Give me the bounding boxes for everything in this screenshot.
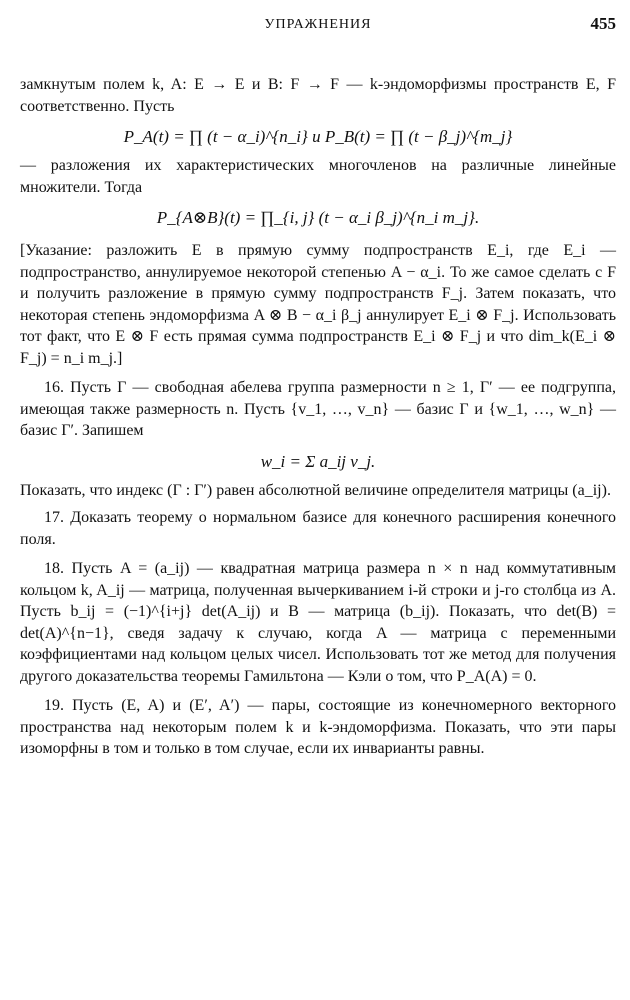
equation-tensor-poly: P_{A⊗B}(t) = ∏_{i, j} (t − α_i β_j)^{n_i m_j}. <box>156 208 480 227</box>
paragraph-intro: замкнутым полем k, A: E → E и B: F → F — k-эндоморфизмы пространств E, F соответственно. Пусть <box>20 76 616 115</box>
exercise-16-conclusion: Показать, что индекс (Γ : Γ′) равен абсолютной величине определителя матрицы (a_ij). <box>20 481 611 499</box>
running-head: УПРАЖНЕНИЯ <box>264 17 372 32</box>
exercise-19: 19. Пусть (E, A) и (E′, A′) — пары, состоящие из конечномерного векторного пространства над некоторым полем k и k-эндоморфизма. Показать, что эти пары изоморфны в том и только в том случае, если их инварианты равны. <box>20 697 616 757</box>
page-header <box>20 14 616 38</box>
paragraph-decomposition: — разложения их характеристических многочленов на различные линейные множители. Тогда <box>20 157 616 196</box>
page-number: 455 <box>590 14 616 33</box>
book-page <box>20 0 616 1000</box>
page-body <box>20 74 616 766</box>
equation-basis: w_i = Σ a_ij v_j. <box>260 451 376 471</box>
exercise-16: 16. Пусть Γ — свободная абелева группа размерности n ≥ 1, Γ′ — ее подгруппа, имеющая также размерность n. Пусть {v_1, …, v_n} — базис Γ и {w_1, …, w_n} — базис Γ′. Запишем <box>20 379 616 439</box>
exercise-17: 17. Доказать теорему о нормальном базисе для конечного расширения конечного поля. <box>20 509 616 548</box>
paragraph-hint: [Указание: разложить E в прямую сумму подпространств E_i, где E_i — подпространство, аннулируемое некоторой степенью A − α_i. То же самое сделать с F и получить разложение в прямую сумму подпространств F_j. Затем показать, что некоторая степень эндоморфизма A ⊗ B − α_i β_j аннулирует E_i ⊗ F_j. Использовать тот факт, что E ⊗ F есть прямая сумма подпространств E_i ⊗ F_j и что dim_k(E_i ⊗ F_j) = n_i m_j.] <box>20 242 616 367</box>
equation-char-polys: P_A(t) = ∏ (t − α_i)^{n_i} и P_B(t) = ∏ (t − β_j)^{m_j} <box>123 127 513 146</box>
exercise-18: 18. Пусть A = (a_ij) — квадратная матрица размера n × n над коммутативным кольцом k, A_ij — матрица, полученная вычеркиванием i-й строки и j-го столбца из A. Пусть b_ij = (−1)^{i+j} det(A_ij) и B — матрица (b_ij). Показать, что det(B) = det(A)^{n−1}, сведя задачу к случаю, когда A — матрица с переменными коэффициентами над кольцом целых чисел. Использовать тот же метод для получения другого доказательства теоремы Гамильтона — Кэли о том, что P_A(A) = 0. <box>20 560 616 685</box>
